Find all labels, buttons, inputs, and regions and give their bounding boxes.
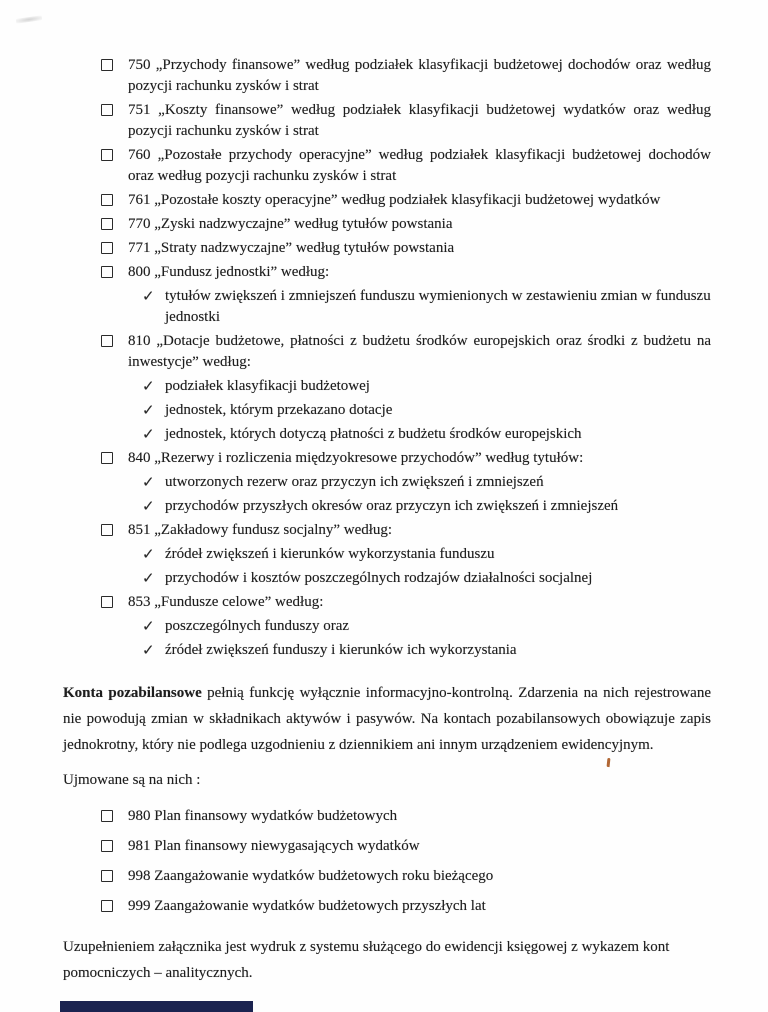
checkmark-icon: ✓ xyxy=(142,641,155,659)
pozabilansowe-list xyxy=(63,806,711,917)
account-subitem-text: źródeł zwiększeń funduszy i kierunków ich wykorzystania xyxy=(165,642,517,658)
paragraph-final: Uzupełnieniem załącznika jest wydruk z systemu służącego do ewidencji księgowej z wykazem kont pomocniczych – analitycznych. xyxy=(63,939,670,981)
checkbox-icon xyxy=(101,335,113,347)
checkbox-icon xyxy=(101,242,113,254)
account-subitem-text: przychodów przyszłych okresów oraz przyczyn ich zwiększeń i zmniejszeń xyxy=(165,498,619,514)
checkbox-icon xyxy=(101,59,113,71)
account-subitem xyxy=(63,400,711,421)
checkmark-icon: ✓ xyxy=(142,473,155,491)
account-item-770 xyxy=(63,214,711,235)
checkbox-icon xyxy=(101,524,113,536)
checkbox-icon xyxy=(101,452,113,464)
account-item-text: 853 „Fundusze celowe” według: xyxy=(128,594,324,610)
account-item-771 xyxy=(63,238,711,259)
account-item-750 xyxy=(63,55,711,97)
account-item-text: 760 „Pozostałe przychody operacyjne” według podziałek klasyfikacji budżetowej dochodów oraz według pozycji rachunku zysków i strat xyxy=(128,147,711,184)
account-subitem-text: poszczególnych funduszy oraz xyxy=(165,618,350,634)
account-item-810 xyxy=(63,331,711,373)
pozabilansowe-item-998 xyxy=(63,866,711,887)
account-subitem xyxy=(63,568,711,589)
account-item-800 xyxy=(63,262,711,283)
account-subitem xyxy=(63,424,711,445)
checkmark-icon: ✓ xyxy=(142,425,155,443)
scan-navy-strip xyxy=(60,1001,253,1012)
account-subitem-text: źródeł zwiększeń i kierunków wykorzystania funduszu xyxy=(165,546,495,562)
checkbox-icon xyxy=(101,596,113,608)
checkmark-icon: ✓ xyxy=(142,569,155,587)
checkbox-icon xyxy=(101,870,113,882)
account-item-text: 761 „Pozostałe koszty operacyjne” według podziałek klasyfikacji budżetowej wydatków xyxy=(128,192,661,208)
account-item-text: 810 „Dotacje budżetowe, płatności z budżetu środków europejskich oraz środki z budżetu na inwestycje” według: xyxy=(128,333,711,370)
account-subitem xyxy=(63,640,711,661)
checkmark-icon: ✓ xyxy=(142,377,155,395)
account-item-text: 851 „Zakładowy fundusz socjalny” według: xyxy=(128,522,393,538)
checkbox-icon xyxy=(101,810,113,822)
paragraph-konta-pozabilansowe xyxy=(63,680,711,758)
checkbox-icon xyxy=(101,266,113,278)
paragraph-lead-bold: Konta pozabilansowe xyxy=(63,685,202,701)
checkmark-icon: ✓ xyxy=(142,545,155,563)
checkbox-icon xyxy=(101,900,113,912)
account-item-text: 800 „Fundusz jednostki” według: xyxy=(128,264,330,280)
document-content xyxy=(63,55,711,986)
pozabilansowe-item-980 xyxy=(63,806,711,827)
account-subitem xyxy=(63,616,711,637)
account-subitem xyxy=(63,376,711,397)
pozabilansowe-item-text: 999 Zaangażowanie wydatków budżetowych przyszłych lat xyxy=(128,898,486,914)
scan-smudge xyxy=(16,15,42,24)
checkbox-icon xyxy=(101,104,113,116)
checkbox-icon xyxy=(101,218,113,230)
pozabilansowe-item-text: 998 Zaangażowanie wydatków budżetowych roku bieżącego xyxy=(128,868,494,884)
pozabilansowe-item-999 xyxy=(63,896,711,917)
account-item-851 xyxy=(63,520,711,541)
account-item-text: 771 „Straty nadzwyczajne” według tytułów powstania xyxy=(128,240,455,256)
account-item-text: 770 „Zyski nadzwyczajne” według tytułów powstania xyxy=(128,216,453,232)
account-subitem-text: tytułów zwiększeń i zmniejszeń funduszu wymienionych w zestawieniu zmian w funduszu jednostki xyxy=(165,288,711,325)
paragraph-body: pełnią funkcję wyłącznie informacyjno-kontrolną. Zdarzenia na nich rejestrowane nie powodują zmian w składnikach aktywów i pasywów. Na kontach pozabilansowych obowiązuje zapis jednokrotny, który nie podlega uzgodnieniu z dziennikiem ani innym urządzeniem ewidencyjnym. xyxy=(63,685,711,753)
pozabilansowe-item-text: 980 Plan finansowy wydatków budżetowych xyxy=(128,808,398,824)
checkmark-icon: ✓ xyxy=(142,617,155,635)
pozabilansowe-item-981 xyxy=(63,836,711,857)
account-subitem-text: jednostek, którym przekazano dotacje xyxy=(165,402,393,418)
checkbox-icon xyxy=(101,194,113,206)
checkmark-icon: ✓ xyxy=(142,287,155,305)
account-subitem-text: przychodów i kosztów poszczególnych rodzajów działalności socjalnej xyxy=(165,570,593,586)
account-item-760 xyxy=(63,145,711,187)
paragraph-ujmowane: Ujmowane są na nich : xyxy=(63,772,201,788)
pozabilansowe-item-text: 981 Plan finansowy niewygasających wydatków xyxy=(128,838,420,854)
account-item-853 xyxy=(63,592,711,613)
checkbox-icon xyxy=(101,840,113,852)
account-subitem xyxy=(63,472,711,493)
account-item-751 xyxy=(63,100,711,142)
checkbox-icon xyxy=(101,149,113,161)
account-subitem xyxy=(63,544,711,565)
checkmark-icon: ✓ xyxy=(142,401,155,419)
account-subitem-text: podziałek klasyfikacji budżetowej xyxy=(165,378,370,394)
accounts-list xyxy=(63,55,711,661)
account-subitem-text: utworzonych rezerw oraz przyczyn ich zwiększeń i zmniejszeń xyxy=(165,474,544,490)
account-subitem xyxy=(63,286,711,328)
account-item-text: 840 „Rezerwy i rozliczenia międzyokresowe przychodów” według tytułów: xyxy=(128,450,584,466)
account-item-840 xyxy=(63,448,711,469)
account-subitem-text: jednostek, których dotyczą płatności z budżetu środków europejskich xyxy=(165,426,582,442)
account-item-text: 750 „Przychody finansowe” według podziałek klasyfikacji budżetowej dochodów oraz według pozycji rachunku zysków i strat xyxy=(128,57,711,94)
account-item-761 xyxy=(63,190,711,211)
account-subitem xyxy=(63,496,711,517)
account-item-text: 751 „Koszty finansowe” według podziałek klasyfikacji budżetowej wydatków oraz według pozycji rachunku zysków i strat xyxy=(128,102,711,139)
checkmark-icon: ✓ xyxy=(142,497,155,515)
